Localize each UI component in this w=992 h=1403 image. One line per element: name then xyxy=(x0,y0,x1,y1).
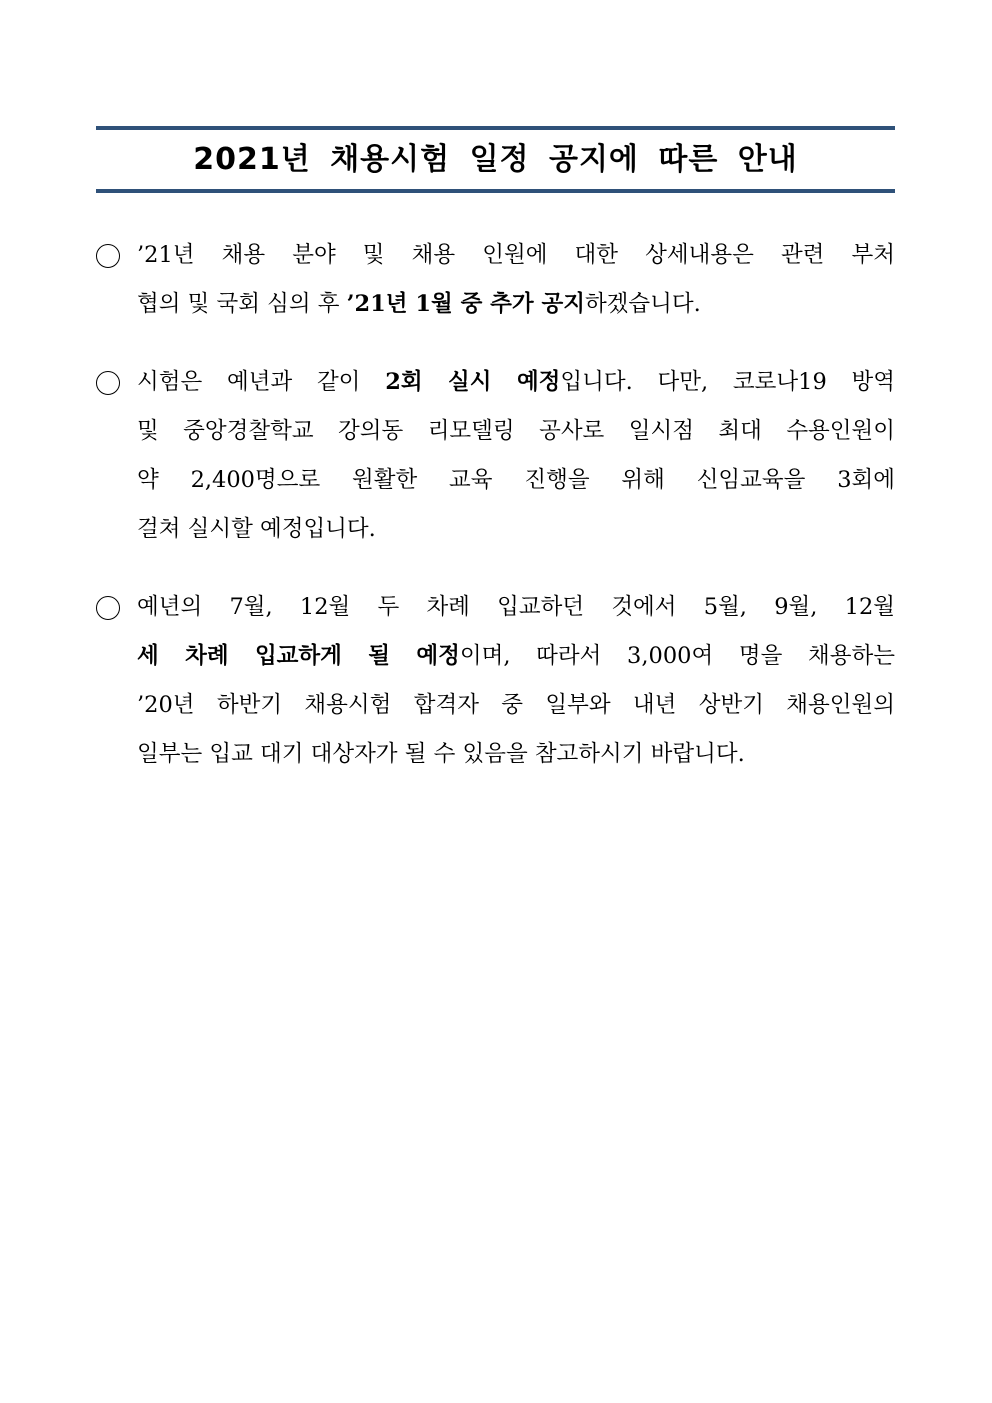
notice-line xyxy=(137,508,895,550)
body-text: 및 중앙경찰학교 강의동 리모델링 공사로 일시점 최대 수용인원이 xyxy=(137,418,895,444)
body-text: ’21년 채용 분야 및 채용 인원에 대한 상세내용은 관련 부처 xyxy=(137,242,895,268)
circle-bullet-icon xyxy=(96,371,120,395)
emphasis-text: 세 차례 입교하게 될 예정 xyxy=(137,643,460,669)
circle-bullet-icon xyxy=(96,596,120,620)
notice-line xyxy=(137,684,895,726)
notice-line xyxy=(137,283,895,325)
body-text: 이며, 따라서 3,000여 명을 채용하는 xyxy=(459,643,895,669)
emphasis-text: ’21년 1월 중 추가 공지 xyxy=(346,291,585,317)
title-bottom-rule xyxy=(96,189,895,193)
title-box xyxy=(96,126,895,193)
notice-line xyxy=(137,410,895,452)
body-text: 입니다. 다만, 코로나19 방역 xyxy=(560,369,895,395)
body-text: 협의 및 국회 심의 후 xyxy=(137,291,347,317)
notice-line xyxy=(137,459,895,501)
notice-line xyxy=(137,234,895,276)
body-text: ’20년 하반기 채용시험 합격자 중 일부와 내년 상반기 채용인원의 xyxy=(137,692,895,718)
body-text: 걸쳐 실시할 예정입니다. xyxy=(137,516,376,542)
body-text: 시험은 예년과 같이 xyxy=(137,369,386,395)
notice-line xyxy=(137,733,895,775)
body-text: 약 2,400명으로 원활한 교육 진행을 위해 신임교육을 3회에 xyxy=(137,467,895,493)
notice-line xyxy=(137,361,895,403)
body-text: 예년의 7월, 12월 두 차례 입교하던 것에서 5월, 9월, 12월 xyxy=(137,594,895,620)
body-text: 일부는 입교 대기 대상자가 될 수 있음을 참고하시기 바랍니다. xyxy=(137,741,745,767)
notice-line xyxy=(137,635,895,677)
emphasis-text: 2회 실시 예정 xyxy=(385,369,561,395)
page-title: 2021년 채용시험 일정 공지에 따른 안내 xyxy=(193,142,798,177)
notice-line xyxy=(137,586,895,628)
circle-bullet-icon xyxy=(96,244,120,268)
body-text: 하겠습니다. xyxy=(584,291,701,317)
